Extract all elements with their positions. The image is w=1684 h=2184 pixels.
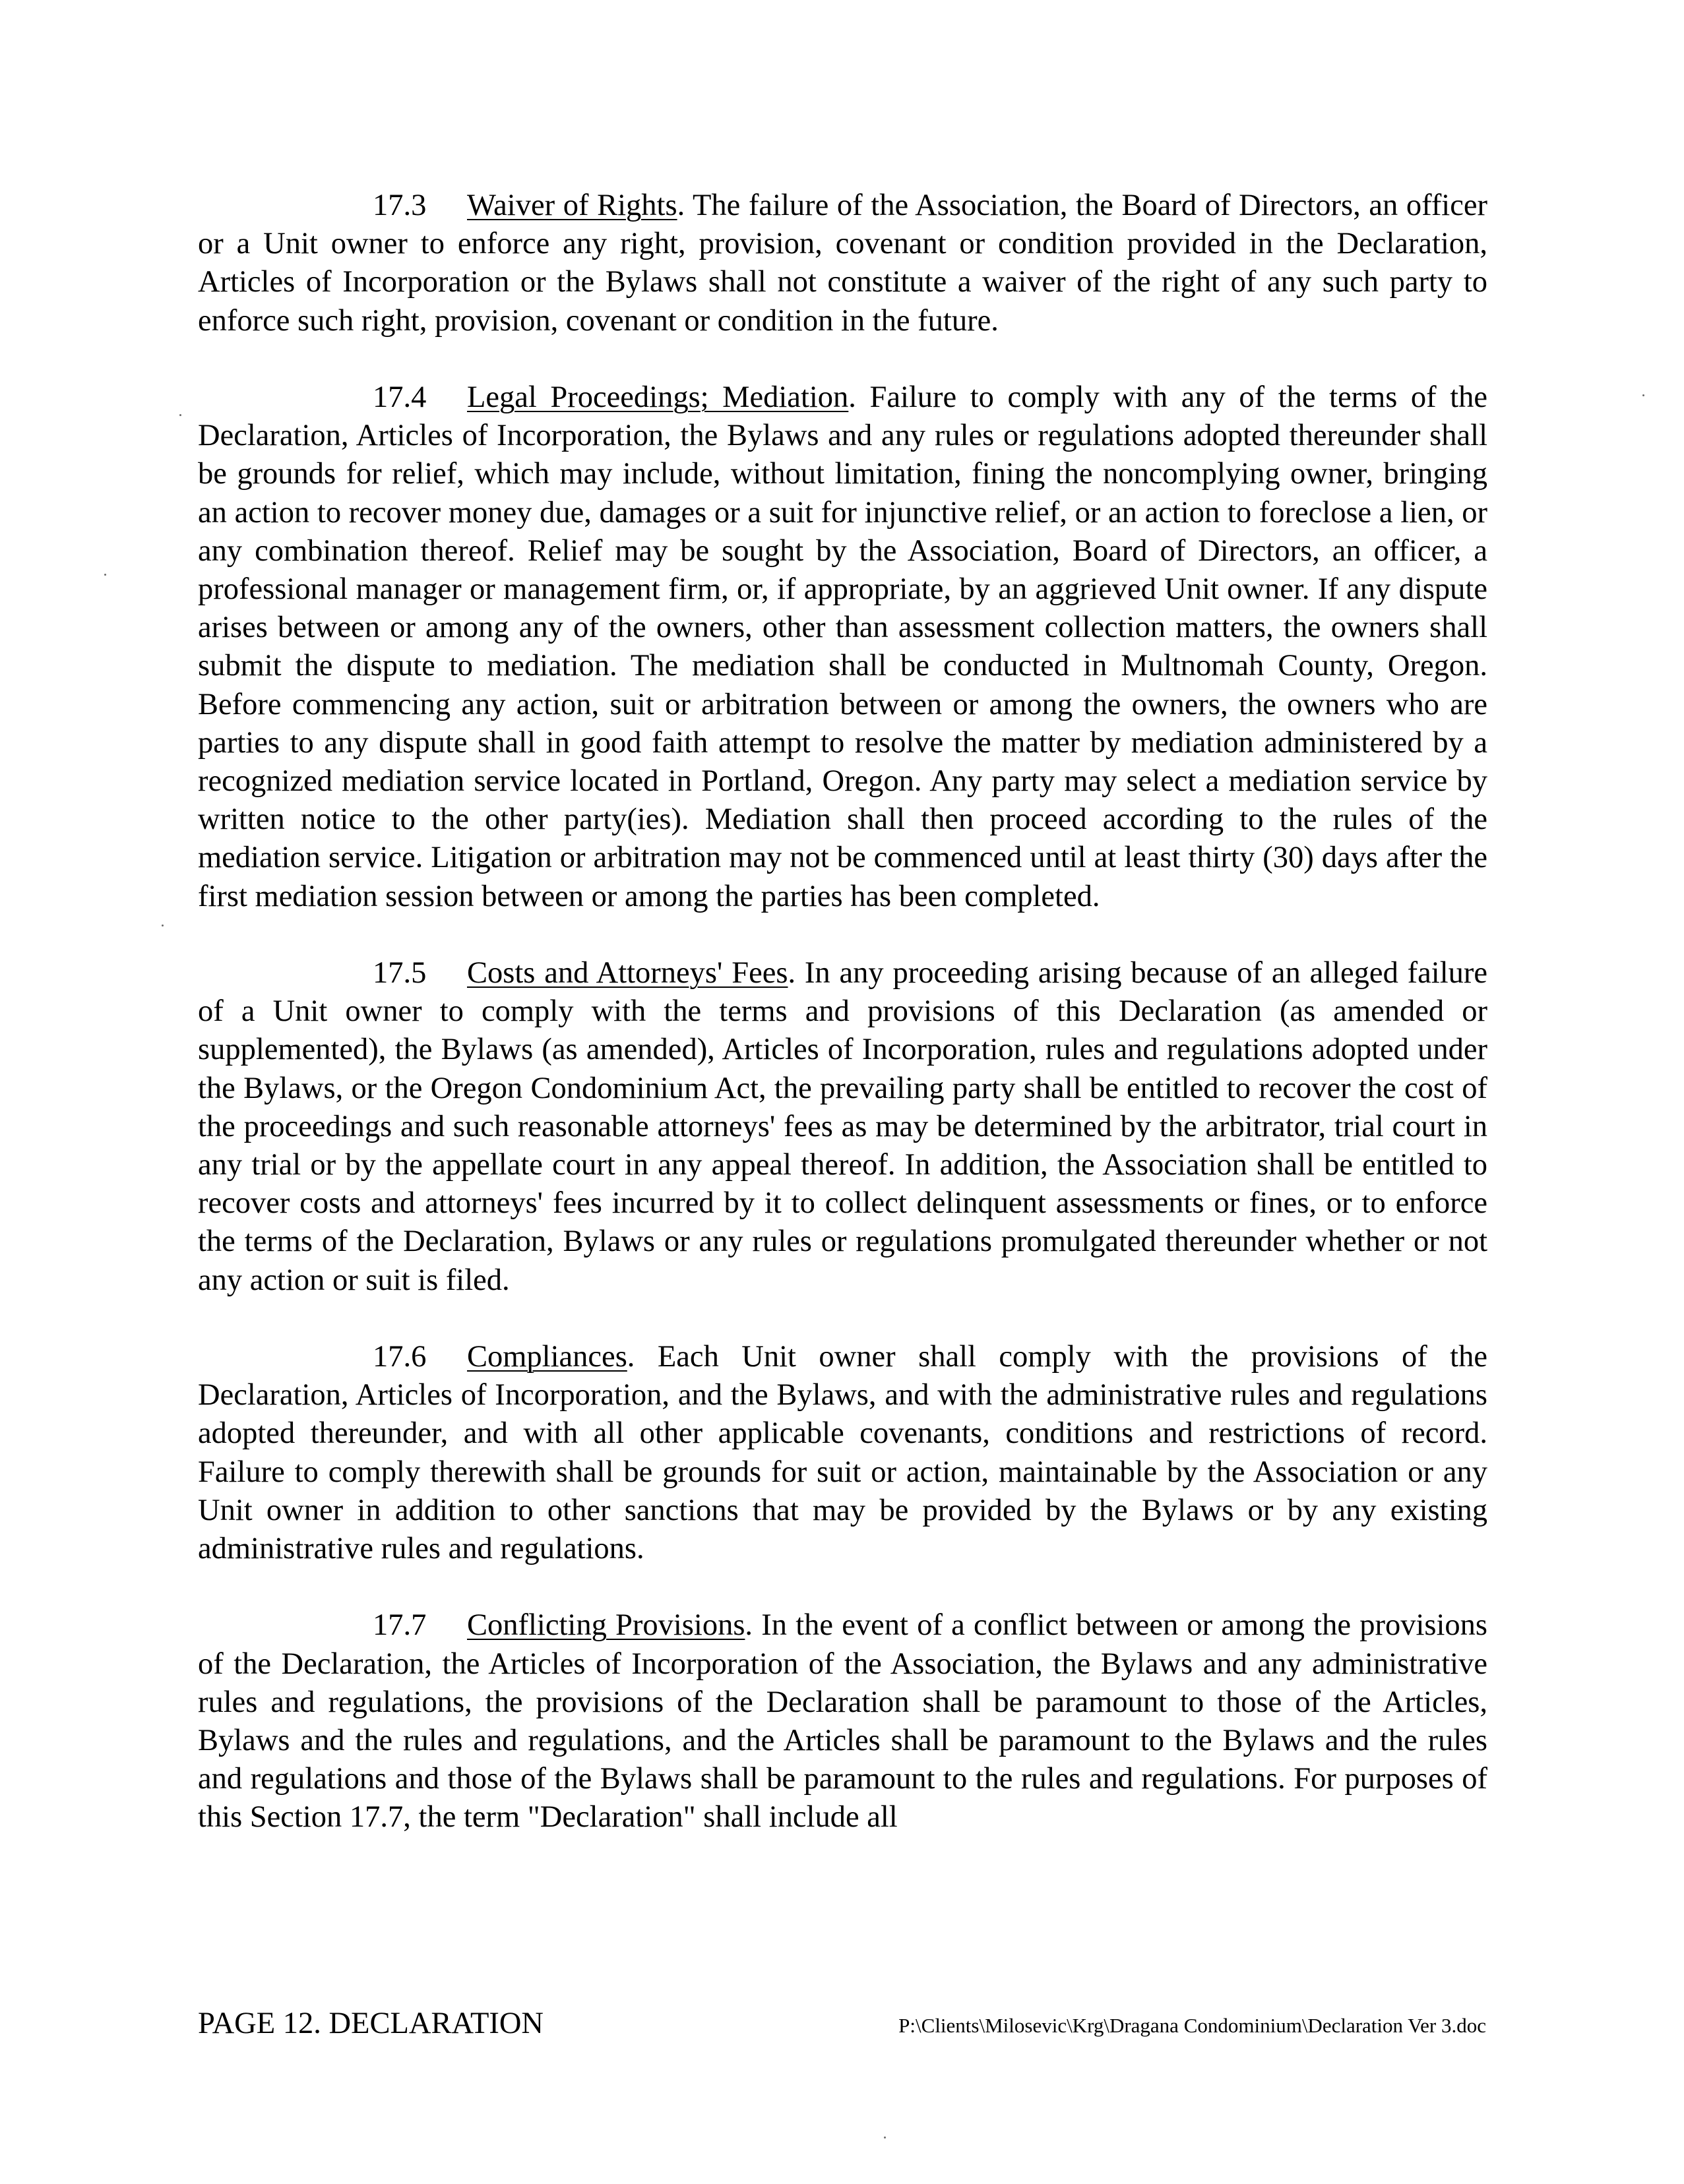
section-number: 17.3 bbox=[373, 189, 427, 222]
section-text: . The failure of the Association, the Board of Directors, an officer or a Unit owner to enforce any right, provision, covenant or condition provided in the Declaration, Articles of Incorporation or the Bylaws shall not constitute a waiver of the right of any such party to enforce such right, provision, covenant or condition in the future. bbox=[198, 189, 1487, 338]
section-text: . In the event of a conflict between or among the provisions of the Declaration, the Articles of Incorporation of the Association, the Bylaws and any administrative rules and regulations, the provisions of the Declaration shall be paramount to those of the Articles, Bylaws and the rules and regulations, and the Articles shall be paramount to the Bylaws and the rules and regulations and those of the Bylaws shall be paramount to the rules and regulations. For purposes of this Section 17.7, the term "Declaration" shall include all bbox=[198, 1608, 1487, 1835]
section-title: Compliances bbox=[467, 1340, 627, 1374]
footer-page-label: PAGE 12. DECLARATION bbox=[198, 2007, 544, 2040]
section-number: 17.6 bbox=[373, 1340, 427, 1374]
document-body bbox=[198, 187, 1487, 1837]
section-17-5 bbox=[198, 954, 1487, 1300]
section-number: 17.7 bbox=[373, 1608, 427, 1643]
scan-speck bbox=[1642, 394, 1644, 396]
section-number: 17.4 bbox=[373, 380, 427, 414]
section-17-7 bbox=[198, 1606, 1487, 1836]
section-number: 17.5 bbox=[373, 956, 427, 990]
scan-speck bbox=[179, 414, 181, 416]
section-title: Conflicting Provisions bbox=[467, 1608, 745, 1643]
scan-speck bbox=[104, 574, 106, 576]
section-17-6 bbox=[198, 1338, 1487, 1568]
section-title: Waiver of Rights bbox=[467, 189, 677, 222]
section-title: Legal Proceedings; Mediation bbox=[467, 380, 849, 414]
section-text: . Each Unit owner shall comply with the provisions of the Declaration, Articles of Incorporation, and the Bylaws, and with the administrative rules and regulations adopted thereunder, and with all other applicable covenants, conditions and restrictions of record. Failure to comply therewith shall be grounds for suit or action, maintainable by the Association or any Unit owner in addition to other sanctions that may be provided by the Bylaws or by any existing administrative rules and regulations. bbox=[198, 1340, 1487, 1566]
section-17-4 bbox=[198, 379, 1487, 916]
footer-file-path: P:\Clients\Milosevic\Krg\Dragana Condominium\Declaration Ver 3.doc bbox=[898, 2014, 1486, 2037]
scan-speck bbox=[162, 925, 164, 926]
section-text: . In any proceeding arising because of an alleged failure of a Unit owner to comply with the terms and provisions of this Declaration (as amended or supplemented), the Bylaws (as amended), Articles of Incorporation, rules and regulations adopted under the Bylaws, or the Oregon Condominium Act, the prevailing party shall be entitled to recover the cost of the proceedings and such reasonable attorneys' fees as may be determined by the arbitrator, trial court in any trial or by the appellate court in any appeal thereof. In addition, the Association shall be entitled to recover costs and attorneys' fees incurred by it to collect delinquent assessments or fines, or to enforce the terms of the Declaration, Bylaws or any rules or regulations promulgated thereunder whether or not any action or suit is filed. bbox=[198, 956, 1487, 1297]
section-title: Costs and Attorneys' Fees bbox=[467, 956, 788, 990]
section-text: . Failure to comply with any of the terms of the Declaration, Articles of Incorporation, the Bylaws and any rules or regulations adopted thereunder shall be grounds for relief, which may include, without limitation, fining the noncomplying owner, bringing an action to recover money due, damages or a suit for injunctive relief, or an action to foreclose a lien, or any combination thereof. Relief may be sought by the Association, Board of Directors, an officer, a professional manager or management firm, or, if appropriate, by an aggrieved Unit owner. If any dispute arises between or among any of the owners, other than assessment collection matters, the owners shall submit the dispute to mediation. The mediation shall be conducted in Multnomah County, Oregon. Before commencing any action, suit or arbitration between or among the owners, the owners who are parties to any dispute shall in good faith attempt to resolve the matter by mediation administered by a recognized mediation service located in Portland, Oregon. Any party may select a mediation service by written notice to the other party(ies). Mediation shall then proceed according to the rules of the mediation service. Litigation or arbitration may not be commenced until at least thirty (30) days after the first mediation session between or among the parties has been completed. bbox=[198, 380, 1488, 913]
section-17-3 bbox=[198, 187, 1487, 340]
scan-speck bbox=[884, 2137, 886, 2138]
